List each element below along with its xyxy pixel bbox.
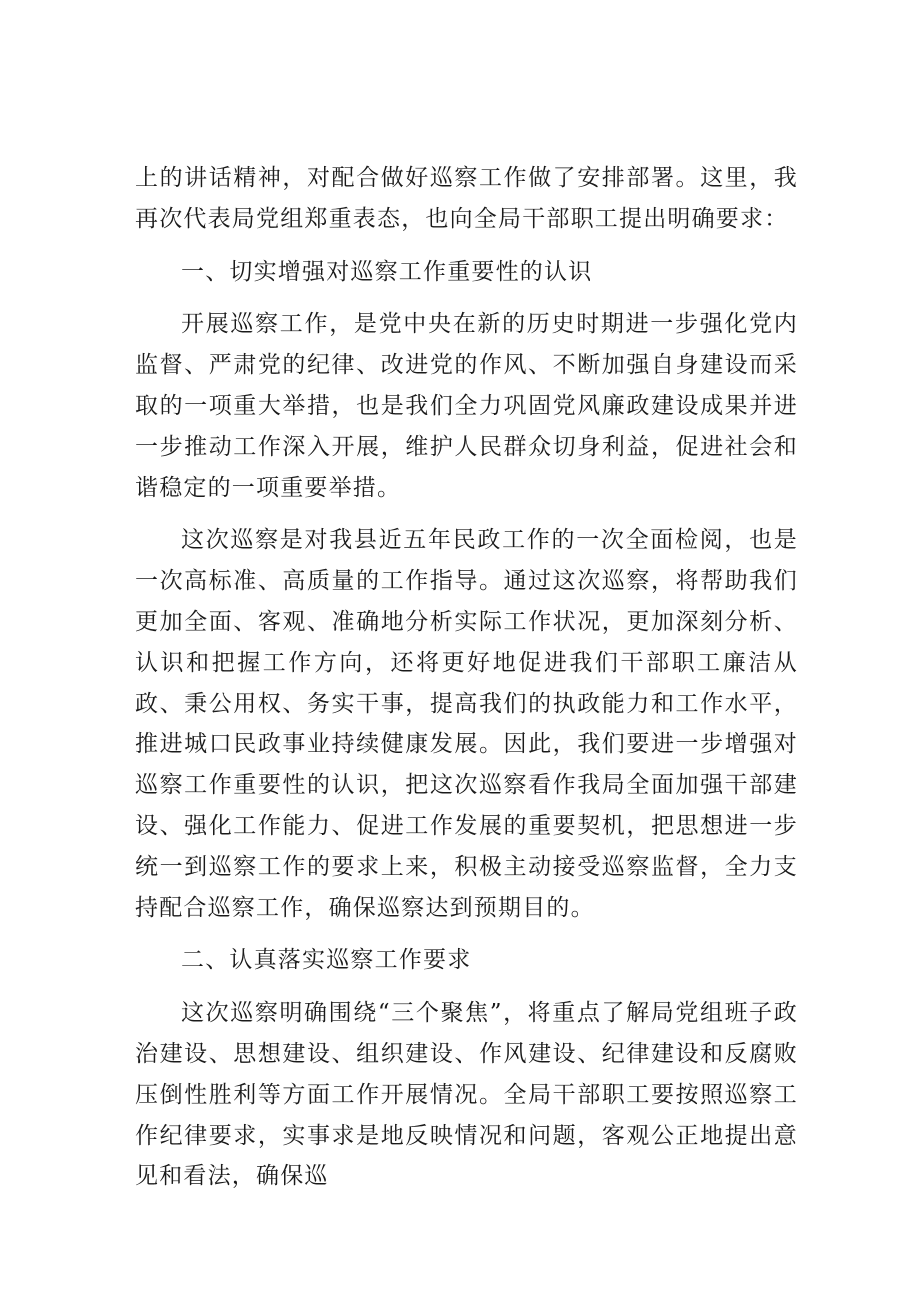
- paragraph-gap: [135, 928, 798, 940]
- section-heading-1: 一、切实增强对巡察工作重要性的认识: [181, 258, 593, 285]
- paragraph-gap: [135, 292, 798, 304]
- paragraph-gap: [135, 508, 798, 520]
- paragraph: 这次巡察是对我县近五年民政工作的一次全面检阅，也是一次高标准、高质量的工作指导。通过这次巡察，将帮助我们更加全面、客观、准确地分析实际工作状况，更加深刻分析、认识和把握工作方向，还将更好地促进我们干部职工廉洁从政、秉公用权、务实干事，提高我们的执政能力和工作水平，推进城口民政事业持续健康发展。因此，我们要进一步增强对巡察工作重要性的认识，把这次巡察看作我局全面加强干部建设、强化工作能力、促进工作发展的重要契机，把思想进一步统一到巡察工作的要求上来，积极主动接受巡察监督，全力支持配合巡察工作，确保巡察达到预期目的。: [135, 527, 798, 921]
- paragraph-continuation: 上的讲话精神，对配合做好巡察工作做了安排部署。这里，我再次代表局党组郑重表态，也向全局干部职工提出明确要求：: [135, 165, 798, 232]
- section-heading-2: 二、认真落实巡察工作要求: [181, 947, 472, 974]
- paragraph-gap: [135, 981, 798, 993]
- paragraph: 开展巡察工作，是党中央在新的历史时期进一步强化党内监督、严肃党的纪律、改进党的作风、不断加强自身建设而采取的一项重大举措，也是我们全力巩固党风廉政建设成果并进一步推动工作深入开展，维护人民群众切身利益，促进社会和谐稳定的一项重要举措。: [135, 311, 798, 501]
- paragraph: 这次巡察明确围绕“三个聚焦”，将重点了解局党组班子政治建设、思想建设、组织建设、作风建设、纪律建设和反腐败压倒性胜利等方面工作开展情况。全局干部职工要按照巡察工作纪律要求，实事求是地反映情况和问题，客观公正地提出意见和看法，确保巡: [135, 1000, 798, 1190]
- paragraph-gap: [135, 240, 798, 252]
- document-body: [135, 158, 798, 1197]
